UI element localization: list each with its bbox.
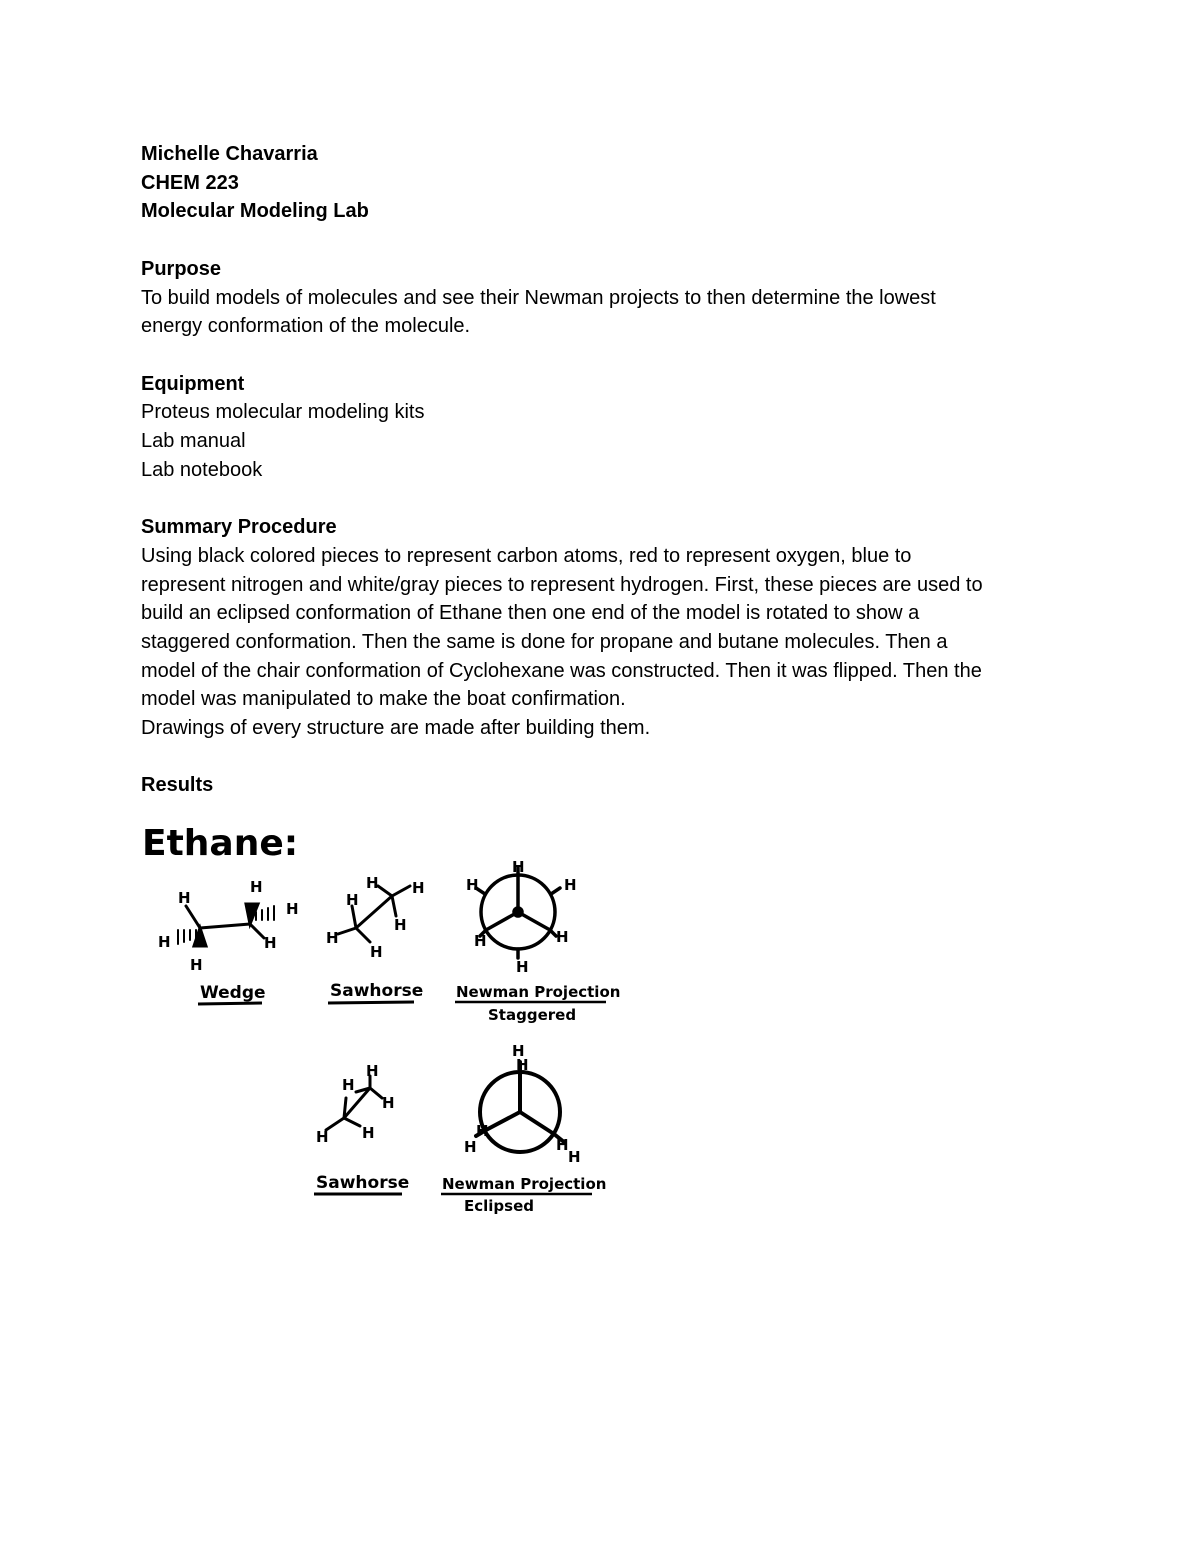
- atom-label: H: [564, 876, 577, 894]
- author-name: Michelle Chavarria: [141, 143, 318, 165]
- purpose-heading: Purpose: [141, 257, 222, 280]
- atom-label: H: [568, 1148, 581, 1166]
- atom-label: H: [516, 958, 529, 976]
- atom-label: H: [190, 956, 203, 974]
- caption-underline: [328, 1002, 414, 1003]
- procedure-line: model was manipulated to make the boat confirmation.: [141, 688, 626, 711]
- caption-sawhorse: Sawhorse: [316, 1173, 410, 1193]
- procedure-line: Using black colored pieces to represent carbon atoms, red to represent oxygen, blue to: [141, 544, 912, 567]
- atom-label: H: [326, 929, 339, 947]
- atom-label: H: [466, 876, 479, 894]
- procedure-line: Drawings of every structure are made after building them.: [141, 717, 651, 740]
- atom-label: H: [366, 874, 379, 892]
- atom-label: H: [316, 1128, 329, 1146]
- results-heading: Results: [141, 774, 214, 797]
- atom-label: H: [394, 916, 407, 934]
- atom-label: H: [366, 1062, 379, 1080]
- ethane-title: Ethane:: [142, 823, 299, 864]
- atom-label: H: [476, 1122, 489, 1140]
- procedure-line: staggered conformation. Then the same is done for propane and butane molecules. Then a: [141, 630, 948, 653]
- equipment-item: Lab notebook: [141, 458, 263, 481]
- caption-sawhorse: Sawhorse: [330, 981, 424, 1001]
- atom-label: H: [178, 889, 191, 907]
- caption-newman: Newman Projection: [442, 1175, 607, 1193]
- procedure-heading: Summary Procedure: [141, 516, 337, 539]
- caption-underline: [198, 1003, 262, 1004]
- atom-label: H: [516, 1056, 529, 1074]
- atom-label: H: [474, 932, 487, 950]
- atom-label: H: [250, 878, 263, 896]
- atom-label: H: [158, 933, 171, 951]
- purpose-line: To build models of molecules and see their Newman projects to then determine the lowest: [141, 286, 936, 309]
- atom-label: H: [556, 928, 569, 946]
- caption-eclipsed: Eclipsed: [464, 1197, 534, 1215]
- equipment-item: Proteus molecular modeling kits: [141, 401, 425, 424]
- atom-label: H: [342, 1076, 355, 1094]
- course-code: CHEM 223: [141, 171, 239, 194]
- caption-staggered: Staggered: [488, 1006, 577, 1024]
- procedure-line: model of the chair conformation of Cyclohexane was constructed. Then it was flipped. Then the: [141, 659, 982, 682]
- atom-label: H: [370, 943, 383, 961]
- atom-label: H: [464, 1138, 477, 1156]
- equipment-heading: Equipment: [141, 372, 245, 395]
- wedge-drawing: [178, 904, 274, 946]
- newman-eclipsed-drawing: [476, 1062, 564, 1152]
- newman-staggered-drawing: [476, 868, 560, 958]
- atom-label: H: [286, 900, 299, 918]
- atom-label: H: [512, 858, 525, 876]
- atom-label: H: [382, 1094, 395, 1112]
- atom-label: H: [346, 891, 359, 909]
- purpose-line: energy conformation of the molecule.: [141, 315, 471, 338]
- atom-label: H: [362, 1124, 375, 1142]
- atom-label: H: [556, 1136, 569, 1154]
- procedure-line: represent nitrogen and white/gray pieces to represent hydrogen. First, these pieces are used to: [141, 573, 983, 596]
- caption-newman: Newman Projection: [456, 983, 621, 1001]
- atom-label: H: [264, 934, 277, 952]
- atom-label: H: [412, 879, 425, 897]
- lab-title: Molecular Modeling Lab: [141, 200, 369, 223]
- procedure-line: build an eclipsed conformation of Ethane then one end of the model is rotated to show a: [141, 602, 920, 625]
- caption-wedge: Wedge: [200, 983, 266, 1003]
- atom-label: H: [512, 1042, 525, 1060]
- equipment-item: Lab manual: [141, 430, 246, 452]
